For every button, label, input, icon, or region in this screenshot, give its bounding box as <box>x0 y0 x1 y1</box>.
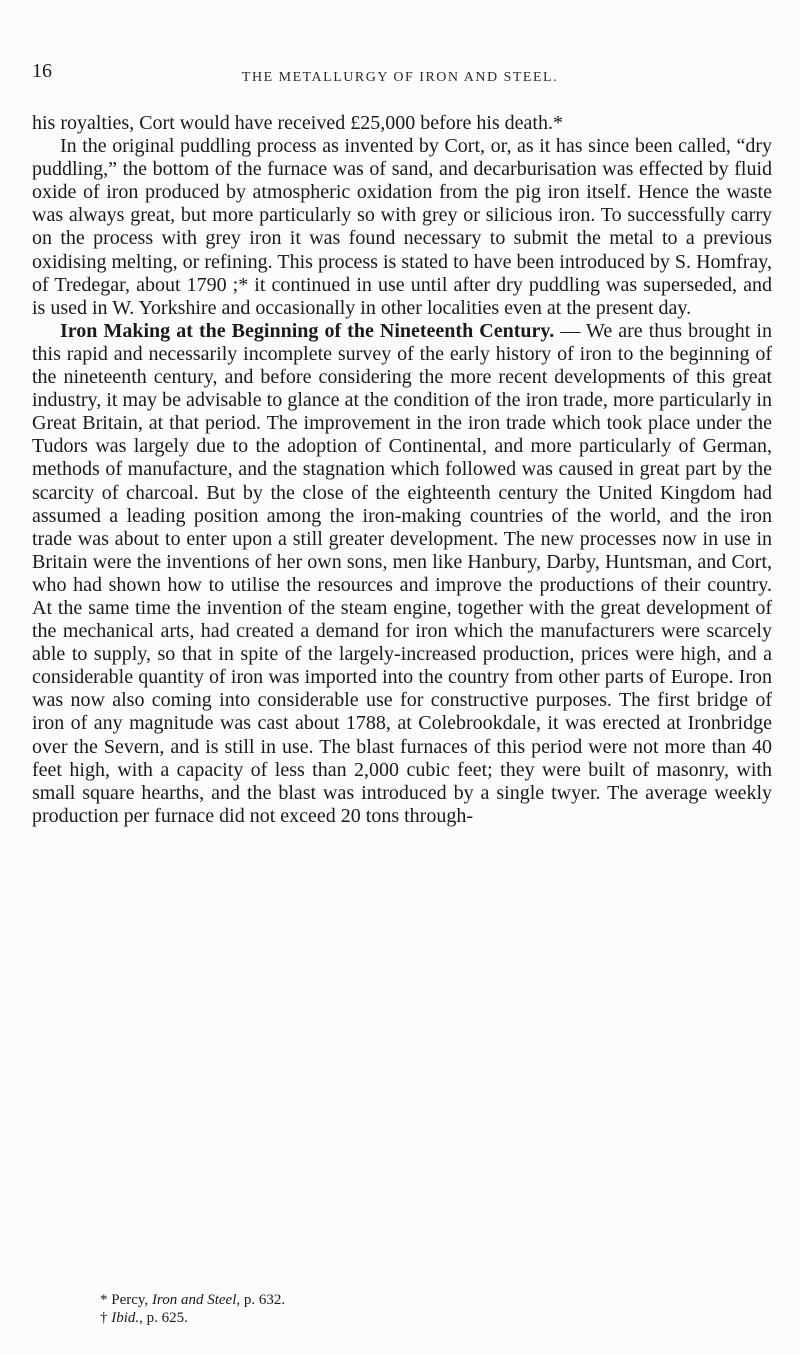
footnote-2-mark: † <box>100 1310 112 1326</box>
running-head: THE METALLURGY OF IRON AND STEEL. <box>241 70 559 85</box>
footnote-1-title: Iron and Steel <box>151 1292 237 1308</box>
paragraph-dry-puddling: In the original puddling process as invented by Cort, or, as it has since been called, “dry puddling,” the bottom of the furnace was of sand, and decarburisation was effected by fluid oxide of iron produced by atmospheric oxidation from the pig iron itself. Hence the waste was always great, but more particularly so with grey or silicious iron. To successfully carry on the process with grey iron it was found necessary to submit the metal to a previous oxidising melting, or refining. This process is stated to have been introduced by S. Homfray, of Tredegar, about 1790 ;* it continued in use until after dry puddling was superseded, and is used in W. Yorkshire and occasionally in other localities even at the present day. <box>32 135 772 319</box>
footnote-2-page: , p. 625. <box>139 1310 188 1326</box>
paragraph-nineteenth-century <box>32 320 772 828</box>
body-text <box>32 112 772 828</box>
paragraph-body: — We are thus brought in this rapid and necessarily incomplete survey of the early history of iron to the beginning of the nineteenth century, and before considering the more recent developments of this great industry, it may be advisable to glance at the condition of the iron trade, more particularly in Great Britain, at that period. The improvement in the iron trade which took place under the Tudors was largely due to the adoption of Continental, and more particularly of German, methods of manufacture, and the stagnation which followed was caused in great part by the scarcity of charcoal. But by the close of the eighteenth century the United Kingdom had assumed a leading position among the iron-making countries of the world, and the iron trade was about to enter upon a still greater development. The new processes now in use in Britain were the inventions of her own sons, men like Hanbury, Darby, Huntsman, and Cort, who had shown how to utilise the resources and improve the productions of their country. At the same time the invention of the steam engine, together with the great development of the mechanical arts, had created a demand for iron which the manufacturers were scarcely able to supply, so that in spite of the largely-increased production, prices were high, and a considerable quantity of iron was imported into the country from other parts of Europe. Iron was now also coming into considerable use for constructive purposes. The first bridge of iron of any magnitude was cast about 1788, at Colebrookdale, it was erected at Ironbridge over the Severn, and is still in use. The blast furnaces of this period were not more than 40 feet high, with a capacity of less than 2,000 cubic feet; they were built of masonry, with small square hearths, and the blast was introduced by a single twyer. The average weekly production per furnace did not exceed 20 tons through- <box>32 319 772 827</box>
section-heading: Iron Making at the Beginning of the Nineteenth Century. <box>60 319 555 342</box>
footnote-2 <box>100 1309 740 1327</box>
footnote-1-page: , p. 632. <box>236 1292 286 1308</box>
paragraph-continued: his royalties, Cort would have received £25,000 before his death.* <box>32 112 563 134</box>
footnotes <box>100 1291 740 1327</box>
footnote-1-mark: * <box>100 1292 112 1308</box>
footnote-1 <box>100 1291 740 1309</box>
footnote-2-title: Ibid. <box>111 1310 140 1326</box>
page-number: 16 <box>32 60 52 82</box>
footnote-1-author: Percy, <box>111 1292 152 1308</box>
